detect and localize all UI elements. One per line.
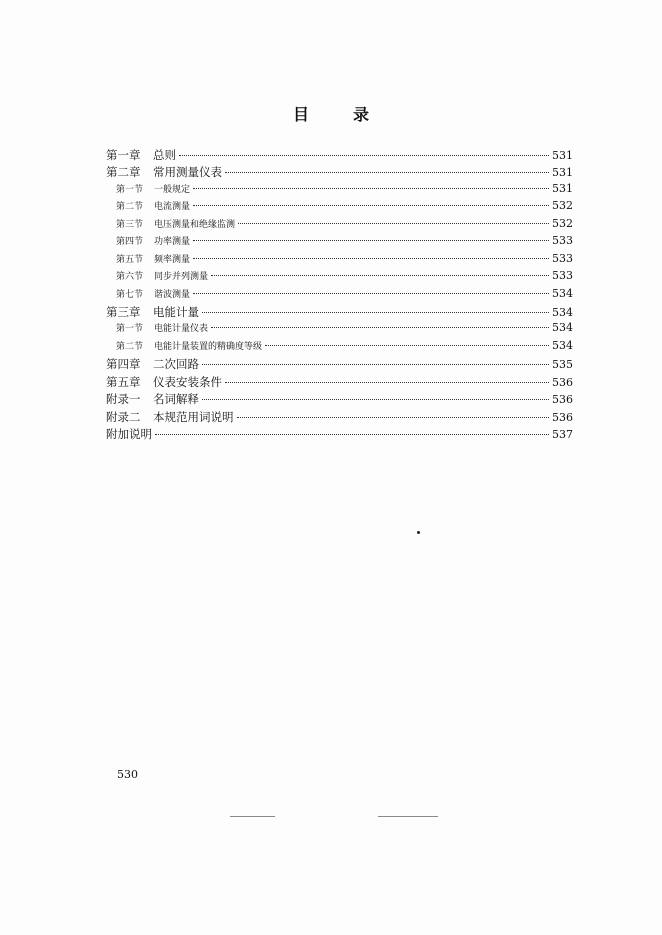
table-of-contents — [106, 147, 572, 443]
toc-dot-leader — [193, 293, 549, 294]
toc-dot-leader — [193, 188, 549, 189]
toc-entry-title: 同步并列测量 — [154, 272, 209, 283]
toc-section-entry — [106, 182, 572, 199]
toc-dot-leader — [265, 345, 549, 346]
toc-entry-page: 534 — [552, 305, 573, 319]
toc-entry-page: 531 — [552, 149, 573, 162]
toc-entry-title: 电能计量仪表 — [154, 324, 209, 335]
toc-entry-title: 谐波测量 — [154, 289, 191, 300]
toc-chapter-entry — [106, 374, 572, 391]
toc-entry-title: 总则 — [153, 148, 176, 162]
toc-entry-page: 536 — [552, 393, 573, 407]
toc-dot-leader — [202, 312, 549, 313]
toc-entry-title: 本规范用词说明 — [153, 409, 234, 424]
toc-entry-label: 第一节 — [116, 324, 144, 335]
toc-dot-leader — [155, 434, 549, 435]
toc-dot-leader — [202, 364, 549, 365]
toc-dot-leader — [179, 155, 549, 156]
toc-entry-label: 第一章 — [106, 148, 141, 162]
toc-entry-label: 第三章 — [106, 304, 141, 319]
toc-dot-leader — [193, 205, 549, 206]
toc-entry-label: 第六节 — [116, 272, 144, 283]
toc-entry-label: 附录一 — [106, 392, 141, 407]
toc-dot-leader — [238, 223, 549, 224]
toc-entry-label: 第七节 — [116, 289, 144, 300]
toc-entry-label: 第二节 — [116, 341, 144, 352]
toc-entry-page: 536 — [552, 410, 573, 424]
toc-entry-page: 534 — [552, 286, 573, 300]
toc-chapter-entry — [106, 164, 572, 181]
toc-dot-leader — [225, 172, 549, 173]
toc-entry-page: 533 — [552, 269, 573, 283]
toc-heading-char-1: 目 — [292, 105, 309, 124]
toc-entry-label: 第二章 — [106, 165, 141, 180]
toc-entry-label: 第四章 — [106, 357, 141, 372]
toc-entry-title: 附加说明 — [106, 427, 152, 441]
toc-entry-title: 仪表安装条件 — [153, 374, 222, 389]
toc-chapter-entry — [106, 147, 572, 164]
toc-dot-leader — [193, 258, 549, 259]
toc-section-entry — [106, 269, 572, 286]
toc-entry-title: 功率测量 — [154, 237, 191, 248]
toc-entry-page: 536 — [552, 375, 573, 389]
toc-entry-label: 第四节 — [116, 237, 144, 248]
toc-section-entry — [106, 287, 572, 304]
toc-chapter-entry — [106, 356, 572, 373]
toc-entry-title: 二次回路 — [153, 357, 199, 372]
toc-entry-title: 电能计量装置的精确度等级 — [154, 341, 263, 352]
toc-entry-title: 一般规定 — [154, 184, 191, 195]
toc-dot-leader — [193, 240, 549, 241]
toc-entry-title: 电能计量 — [153, 304, 199, 319]
toc-chapter-entry — [106, 304, 572, 321]
toc-section-entry — [106, 252, 572, 269]
toc-chapter-entry — [106, 409, 572, 426]
toc-section-entry — [106, 217, 572, 234]
toc-chapter-entry — [106, 426, 572, 443]
toc-section-entry — [106, 234, 572, 251]
toc-dot-leader — [211, 275, 549, 276]
toc-entry-label: 第三节 — [116, 219, 144, 230]
toc-entry-title: 常用测量仪表 — [153, 165, 222, 180]
toc-entry-label: 第五章 — [106, 374, 141, 389]
toc-dot-leader — [225, 382, 549, 383]
toc-entry-page: 535 — [552, 358, 573, 372]
scan-line — [230, 816, 275, 817]
scan-line — [378, 816, 438, 817]
toc-entry-page: 537 — [552, 428, 573, 441]
toc-entry-title: 电压测量和绝缘监测 — [154, 219, 236, 230]
toc-entry-title: 名词解释 — [153, 392, 199, 407]
toc-section-entry — [106, 321, 572, 338]
toc-entry-page: 533 — [552, 251, 573, 265]
toc-entry-page: 531 — [552, 166, 573, 180]
toc-entry-page: 534 — [552, 338, 573, 352]
toc-entry-label: 第一节 — [116, 184, 144, 195]
page-number: 530 — [117, 768, 138, 781]
scan-speck — [417, 531, 420, 534]
toc-dot-leader — [237, 417, 550, 418]
toc-section-entry — [106, 339, 572, 356]
toc-entry-title: 电流测量 — [154, 202, 191, 213]
toc-entry-label: 第二节 — [116, 202, 144, 213]
toc-section-entry — [106, 199, 572, 216]
toc-heading-char-2: 录 — [353, 105, 370, 124]
toc-entry-page: 531 — [552, 181, 573, 195]
toc-entry-title: 频率测量 — [154, 254, 191, 265]
toc-entry-page: 534 — [552, 321, 573, 335]
toc-entry-page: 532 — [552, 199, 573, 213]
toc-entry-page: 533 — [552, 234, 573, 248]
toc-dot-leader — [202, 399, 549, 400]
toc-dot-leader — [211, 327, 549, 328]
toc-entry-label: 第五节 — [116, 254, 144, 265]
toc-heading — [0, 102, 662, 125]
toc-entry-label: 附录二 — [106, 409, 141, 424]
toc-chapter-entry — [106, 391, 572, 408]
toc-entry-page: 532 — [552, 216, 573, 230]
